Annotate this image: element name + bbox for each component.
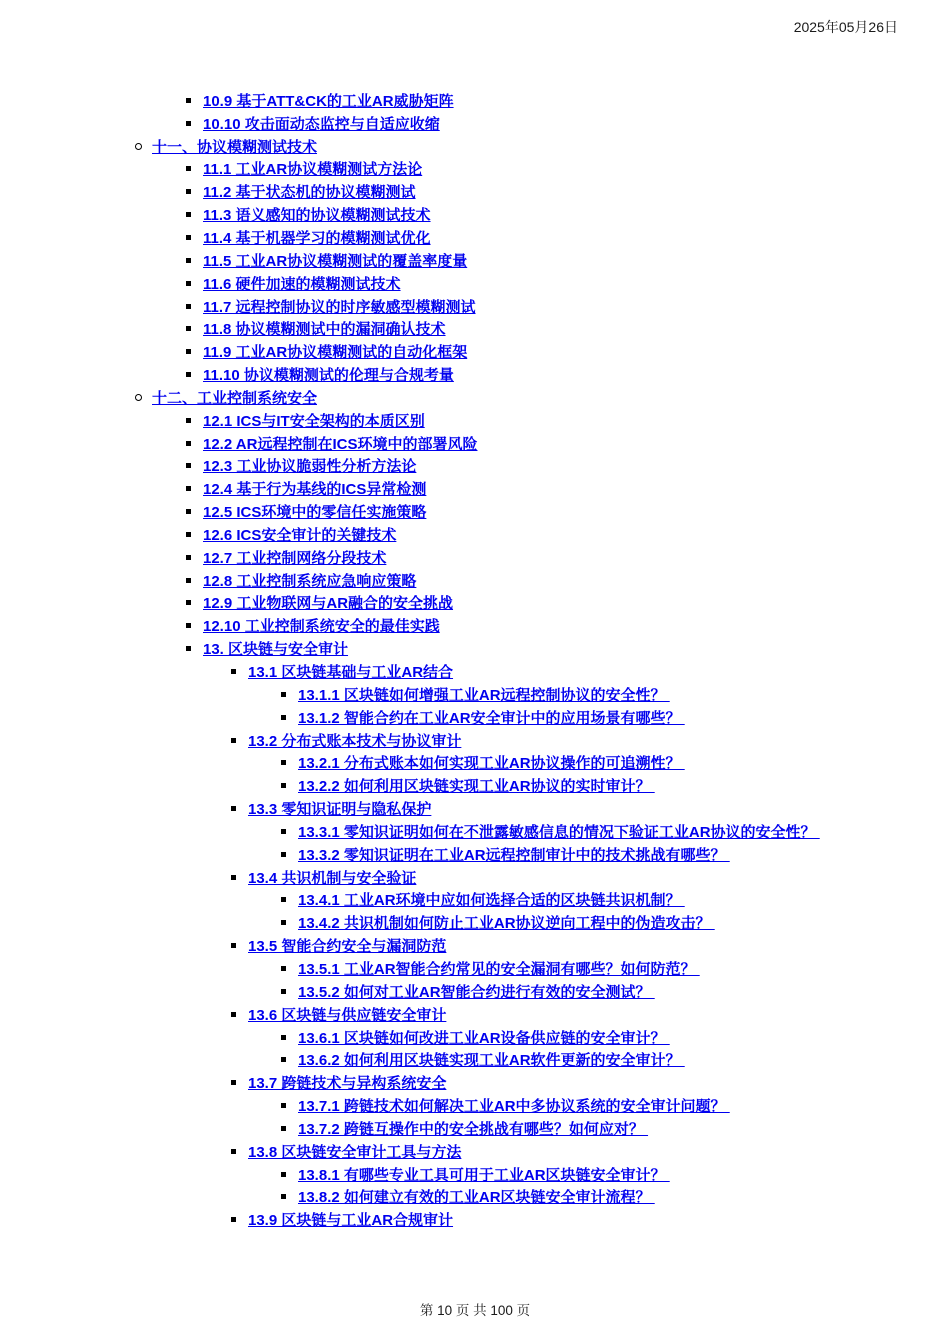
toc-item — [0, 1208, 950, 1231]
square-bullet-icon — [281, 760, 298, 765]
toc-link[interactable]: 13.8.2 如何建立有效的工业AR区块链安全审计流程？ — [298, 1189, 655, 1207]
toc-item — [0, 843, 950, 866]
toc-item — [0, 295, 950, 318]
toc-link[interactable]: 13.5.2 如何对工业AR智能合约进行有效的安全测试？ — [298, 983, 655, 1001]
toc-link[interactable]: 11.5 工业AR协议模糊测试的覆盖率度量 — [203, 252, 468, 270]
toc-item — [0, 820, 950, 843]
toc-item — [0, 934, 950, 957]
square-bullet-icon — [281, 852, 298, 857]
toc-link[interactable]: 13.6.1 区块链如何改进工业AR设备供应链的安全审计？ — [298, 1029, 670, 1047]
toc-link[interactable]: 13.7.2 跨链互操作中的安全挑战有哪些？如何应对？ — [298, 1120, 649, 1138]
toc-link[interactable]: 13.3.2 零知识证明在工业AR远程控制审计中的技术挑战有哪些？ — [298, 846, 730, 864]
toc-link[interactable]: 13.1 区块链基础与工业AR结合 — [248, 664, 454, 682]
toc-item — [0, 477, 950, 500]
toc-item — [0, 180, 950, 203]
square-bullet-icon — [186, 235, 203, 240]
square-bullet-icon — [186, 509, 203, 514]
square-bullet-icon — [186, 304, 203, 309]
square-bullet-icon — [281, 1103, 298, 1108]
toc-item — [0, 683, 950, 706]
square-bullet-icon — [231, 875, 248, 880]
square-bullet-icon — [231, 1149, 248, 1154]
toc-link[interactable]: 13.6 区块链与供应链安全审计 — [248, 1006, 447, 1024]
toc-item — [0, 112, 950, 135]
document-date: 2025年05月26日 — [793, 19, 898, 35]
square-bullet-icon — [231, 806, 248, 811]
square-bullet-icon — [281, 966, 298, 971]
circle-bullet-icon — [135, 394, 152, 401]
toc-link[interactable]: 13.6.2 如何利用区块链实现工业AR软件更新的安全审计？ — [298, 1052, 685, 1070]
toc-link[interactable]: 11.4 基于机器学习的模糊测试优化 — [203, 229, 431, 247]
square-bullet-icon — [231, 738, 248, 743]
toc-item — [0, 957, 950, 980]
square-bullet-icon — [186, 349, 203, 354]
square-bullet-icon — [186, 258, 203, 263]
square-bullet-icon — [281, 783, 298, 788]
square-bullet-icon — [231, 1012, 248, 1017]
toc-item — [0, 1163, 950, 1186]
toc-link[interactable]: 11.2 基于状态机的协议模糊测试 — [203, 184, 416, 202]
toc-item — [0, 1048, 950, 1071]
toc-link[interactable]: 13.5 智能合约安全与漏洞防范 — [248, 938, 447, 956]
toc-link[interactable]: 13.1.1 区块链如何增强工业AR远程控制协议的安全性？ — [298, 686, 670, 704]
page-number-footer: 第 10 页 共 100 页 — [419, 1303, 531, 1318]
square-bullet-icon — [186, 646, 203, 651]
toc-item — [0, 135, 950, 158]
toc-link[interactable]: 十一、协议模糊测试技术 — [152, 138, 318, 156]
square-bullet-icon — [186, 600, 203, 605]
toc-link[interactable]: 13. 区块链与安全审计 — [203, 641, 349, 659]
toc-item — [0, 455, 950, 478]
square-bullet-icon — [281, 715, 298, 720]
toc-item — [0, 637, 950, 660]
square-bullet-icon — [186, 326, 203, 331]
toc-link[interactable]: 13.8.1 有哪些专业工具可用于工业AR区块链安全审计？ — [298, 1166, 670, 1184]
toc-link[interactable]: 13.2 分布式账本技术与协议审计 — [248, 732, 462, 750]
toc-item — [0, 751, 950, 774]
toc-item — [0, 1094, 950, 1117]
toc-link[interactable]: 13.7 跨链技术与异构系统安全 — [248, 1075, 447, 1093]
toc-link[interactable]: 12.10 工业控制系统安全的最佳实践 — [203, 618, 440, 636]
square-bullet-icon — [186, 372, 203, 377]
square-bullet-icon — [281, 1057, 298, 1062]
toc-link[interactable]: 11.10 协议模糊测试的伦理与合规考量 — [203, 367, 454, 385]
square-bullet-icon — [281, 920, 298, 925]
toc-link[interactable]: 13.4.2 共识机制如何防止工业AR协议逆向工程中的伪造攻击？ — [298, 915, 715, 933]
toc-link[interactable]: 13.4 共识机制与安全验证 — [248, 869, 417, 887]
toc-item — [0, 706, 950, 729]
toc-item — [0, 158, 950, 181]
toc-item — [0, 363, 950, 386]
toc-link[interactable]: 12.1 ICS与IT安全架构的本质区别 — [203, 412, 425, 430]
toc-item — [0, 866, 950, 889]
toc-link[interactable]: 12.7 工业控制网络分段技术 — [203, 549, 387, 567]
toc-item — [0, 272, 950, 295]
square-bullet-icon — [186, 578, 203, 583]
toc-link[interactable]: 13.7.1 跨链技术如何解决工业AR中多协议系统的安全审计问题？ — [298, 1098, 730, 1116]
toc-item — [0, 1026, 950, 1049]
toc-link[interactable]: 11.3 语义感知的协议模糊测试技术 — [203, 207, 431, 225]
toc-item — [0, 1186, 950, 1209]
toc-link[interactable]: 13.5.1 工业AR智能合约常见的安全漏洞有哪些？如何防范？ — [298, 960, 700, 978]
toc-item — [0, 774, 950, 797]
toc-link[interactable]: 13.2.2 如何利用区块链实现工业AR协议的实时审计？ — [298, 778, 655, 796]
toc-item — [0, 317, 950, 340]
toc-item — [0, 500, 950, 523]
square-bullet-icon — [186, 212, 203, 217]
toc-link[interactable]: 13.8 区块链安全审计工具与方法 — [248, 1143, 462, 1161]
toc-list — [0, 89, 950, 1231]
toc-item — [0, 911, 950, 934]
toc-link[interactable]: 13.4.1 工业AR环境中应如何选择合适的区块链共识机制？ — [298, 892, 685, 910]
toc-link[interactable]: 13.3 零知识证明与隐私保护 — [248, 801, 432, 819]
toc-item — [0, 660, 950, 683]
square-bullet-icon — [186, 189, 203, 194]
square-bullet-icon — [186, 463, 203, 468]
toc-item — [0, 203, 950, 226]
square-bullet-icon — [186, 623, 203, 628]
circle-bullet-icon — [135, 143, 152, 150]
square-bullet-icon — [281, 829, 298, 834]
toc-link[interactable]: 13.1.2 智能合约在工业AR安全审计中的应用场景有哪些？ — [298, 709, 685, 727]
toc-link[interactable]: 12.2 AR远程控制在ICS环境中的部署风险 — [203, 435, 478, 453]
toc-item — [0, 523, 950, 546]
square-bullet-icon — [231, 669, 248, 674]
toc-link[interactable]: 10.9 基于ATT&CK的工业AR威胁矩阵 — [203, 92, 454, 110]
square-bullet-icon — [186, 441, 203, 446]
toc-item — [0, 797, 950, 820]
square-bullet-icon — [281, 1126, 298, 1131]
toc-link[interactable]: 12.9 工业物联网与AR融合的安全挑战 — [203, 595, 454, 613]
square-bullet-icon — [281, 989, 298, 994]
square-bullet-icon — [281, 897, 298, 902]
toc-item — [0, 226, 950, 249]
toc-item — [0, 592, 950, 615]
toc-link[interactable]: 12.5 ICS环境中的零信任实施策略 — [203, 504, 427, 522]
square-bullet-icon — [231, 1217, 248, 1222]
square-bullet-icon — [281, 1035, 298, 1040]
toc-link[interactable]: 十二、工业控制系统安全 — [152, 389, 318, 407]
toc-link[interactable]: 12.4 基于行为基线的ICS异常检测 — [203, 481, 427, 499]
toc-item — [0, 569, 950, 592]
toc-link[interactable]: 11.9 工业AR协议模糊测试的自动化框架 — [203, 344, 468, 362]
toc-link[interactable]: 13.9 区块链与工业AR合规审计 — [248, 1212, 454, 1230]
toc-link[interactable]: 11.8 协议模糊测试中的漏洞确认技术 — [203, 321, 446, 339]
toc-link[interactable]: 13.3.1 零知识证明如何在不泄露敏感信息的情况下验证工业AR协议的安全性？ — [298, 823, 820, 841]
toc-link[interactable]: 13.2.1 分布式账本如何实现工业AR协议操作的可追溯性？ — [298, 755, 685, 773]
square-bullet-icon — [281, 692, 298, 697]
toc-item — [0, 980, 950, 1003]
toc-link[interactable]: 11.6 硬件加速的模糊测试技术 — [203, 275, 401, 293]
square-bullet-icon — [186, 166, 203, 171]
square-bullet-icon — [281, 1172, 298, 1177]
toc-item — [0, 249, 950, 272]
toc-link[interactable]: 12.8 工业控制系统应急响应策略 — [203, 572, 417, 590]
toc-item — [0, 614, 950, 637]
toc-item — [0, 432, 950, 455]
square-bullet-icon — [186, 418, 203, 423]
square-bullet-icon — [281, 1194, 298, 1199]
toc-link[interactable]: 12.3 工业协议脆弱性分析方法论 — [203, 458, 417, 476]
square-bullet-icon — [186, 281, 203, 286]
toc-item — [0, 1140, 950, 1163]
square-bullet-icon — [231, 1080, 248, 1085]
toc-item — [0, 1003, 950, 1026]
toc-item — [0, 340, 950, 363]
square-bullet-icon — [186, 555, 203, 560]
toc-link[interactable]: 10.10 攻击面动态监控与自适应收缩 — [203, 115, 440, 133]
toc-link[interactable]: 11.7 远程控制协议的时序敏感型模糊测试 — [203, 298, 476, 316]
toc-item — [0, 1117, 950, 1140]
toc-item — [0, 386, 950, 409]
toc-item — [0, 409, 950, 432]
square-bullet-icon — [186, 486, 203, 491]
toc-item — [0, 729, 950, 752]
toc-item — [0, 1071, 950, 1094]
square-bullet-icon — [186, 98, 203, 103]
toc-item — [0, 89, 950, 112]
toc-item — [0, 546, 950, 569]
square-bullet-icon — [231, 943, 248, 948]
toc-link[interactable]: 11.1 工业AR协议模糊测试方法论 — [203, 161, 423, 179]
square-bullet-icon — [186, 121, 203, 126]
toc-link[interactable]: 12.6 ICS安全审计的关键技术 — [203, 526, 397, 544]
square-bullet-icon — [186, 532, 203, 537]
toc-item — [0, 889, 950, 912]
